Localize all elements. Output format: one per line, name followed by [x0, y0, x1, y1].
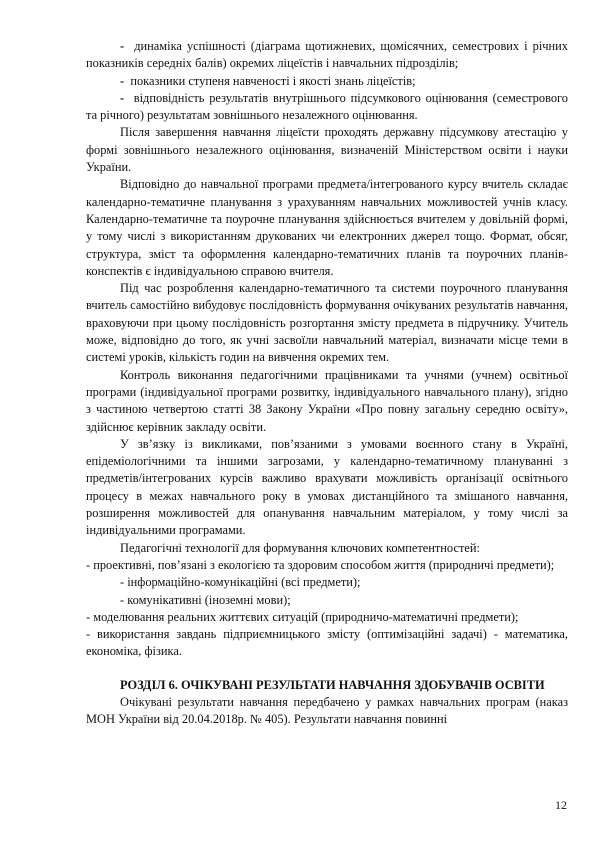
body-paragraph: У зв’язку із викликами, пов’язаними з умовами воєнного стану в Україні, епідеміологічними та іншими загрозами, у календарно-тематичному плануванні з предметів/інтегрованих курсів важливо врахувати можливість організації освітнього процесу в межах навчального року в умовах дистанційного та змішаного навчання, розширення можливостей для опанування навчальним матеріалом, у тому числі за індивідуальними програмами. — [86, 436, 568, 538]
bullet-marker: - — [120, 39, 125, 53]
list-item: - моделювання реальних життєвих ситуацій (природничо-математичні предмети); — [86, 609, 519, 624]
list-item: - проективні, пов’язані з екологією та здоровим способом життя (природничі предмети); — [86, 557, 555, 572]
body-paragraph: Педагогічні технології для формування ключових компетентностей: — [120, 540, 480, 555]
body-paragraph: Контроль виконання педагогічними працівниками та учнями (учнем) освітньої програми (індивідуальної програми розвитку, індивідуального навчального плану), згідно з частиною четвертою статті 38 Закону України «Про повну загальну середню освіту», здійснює керівник закладу освіти. — [86, 367, 568, 434]
list-item: - інформаційно-комунікаційні (всі предмети); — [120, 575, 361, 590]
bullet-text: динаміка успішності (діаграма щотижневих, щомісячних, семестрових і річних показників середніх балів) окремих ліцеїстів і навчальних підрозділів; — [86, 39, 568, 71]
list-item: - використання завдань підприємницького змісту (оптимізаційні задачі) - математика, економіка, фізика. — [86, 627, 568, 659]
bullet-marker: - — [120, 73, 125, 88]
bullet-paragraph — [86, 38, 568, 73]
body-paragraph: Очікувані результати навчання передбачено у рамках навчальних програм (наказ МОН України від 20.04.2018р. № 405). Результати навчання повинні — [86, 694, 568, 727]
body-paragraph: Відповідно до навчальної програми предмета/інтегрованого курсу вчитель складає календарно-тематичне планування з урахуванням навчальних можливостей учнів класу. Календарно-тематичне та поурочне планування здійснюється вчителем у довільній формі, у тому числі з використанням друкованих чи електронних джерел тощо. Формат, обсяг, структура, зміст та оформлення календарно-тематичних планів та поурочних планів-конспектів є індивідуальною справою вчителя. — [86, 177, 568, 278]
bullet-text: показники ступеня навченості і якості знань ліцеїстів; — [130, 73, 416, 88]
list-item: - комунікативні (іноземні мови); — [120, 592, 291, 607]
bullet-paragraph — [86, 90, 568, 125]
section-heading: РОЗДІЛ 6. ОЧІКУВАНІ РЕЗУЛЬТАТИ НАВЧАННЯ ЗДОБУВАЧІВ ОСВІТИ — [120, 677, 545, 692]
spacer — [86, 661, 568, 677]
bullet-text: відповідність результатів внутрішнього підсумкового оцінювання (семестрового та річного) результатам зовнішнього незалежного оцінювання. — [86, 90, 568, 123]
body-paragraph: Після завершення навчання ліцеїсти проходять державну підсумкову атестацію у формі зовнішнього незалежного оцінювання, визначеній Міністерством освіти і науки України. — [86, 125, 568, 175]
page-number: 12 — [555, 798, 567, 812]
page-body — [86, 38, 568, 729]
bullet-paragraph — [86, 73, 568, 90]
body-paragraph: Під час розроблення календарно-тематичного та системи поурочного планування вчитель самостійно вибудовує послідовність формування очікуваних результатів навчання, враховуючи при цьому послідовність розгортання змісту предмета в підручнику. Учитель може, відповідно до того, як учні засвоїли навчальний матеріал, визначати місце теми в системі уроків, кількість годин на вивчення окремих тем. — [86, 281, 568, 365]
bullet-marker: - — [120, 90, 125, 105]
